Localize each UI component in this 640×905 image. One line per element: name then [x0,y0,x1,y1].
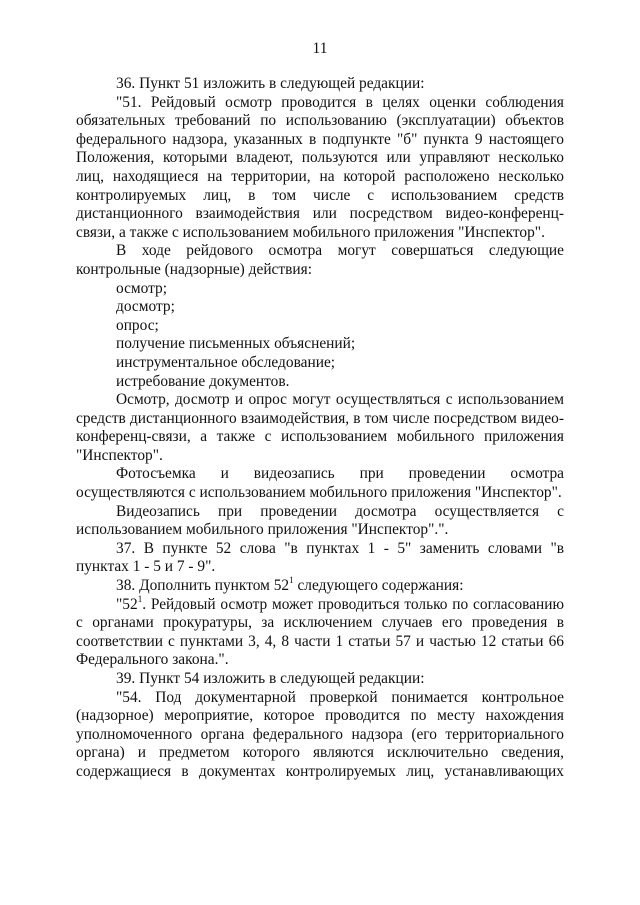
paragraph-item-38 [76,574,564,596]
superscript: 1 [137,593,143,604]
superscript: 1 [289,574,294,585]
paragraph-item-38-tail: следующего содержания: [293,577,464,595]
paragraph-clause-52-1-start: "52 [116,595,138,613]
paragraph-item-39: 39. Пункт 54 изложить в следующей редакции: [116,670,425,687]
list-item: досмотр; [116,298,175,316]
paragraph-clause-52-1-text: . Рейдовый осмотр может проводиться только по согласованию с органами прокуратуры, за исключением случаев его проведения в соответствии с пунктами 3, 4, 8 части 1 статьи 57 и частью 12 статьи 66 Федерального закона.". [76,595,564,669]
paragraph-item-37: 37. В пункте 52 слова "в пунктах 1 - 5" заменить словами "в пунктах 1 - 5 и 7 - 9". [76,539,564,576]
paragraph-clause-54: "54. Под документарной проверкой понимается контрольное (надзорное) мероприятие, которое проводится по месту нахождения уполномоченного органа федерального надзора (его территориального органа) и предметом которого являются исключительно сведения, содержащиеся в документах контролируемых лиц, устанавливающих [76,688,564,780]
paragraph-remote-interaction: Осмотр, досмотр и опрос могут осуществляться с использованием средств дистанционного взаимодействия, в том числе посредством видео-конференц-связи, а также с использованием мобильного приложения "Инспектор". [76,391,564,464]
list-item: осмотр; [116,279,168,297]
list-item: инструментальное обследование; [116,353,336,371]
paragraph-clause-51: "51. Рейдовый осмотр проводится в целях оценки соблюдения обязательных требований по использованию (эксплуатации) объектов федерального надзора, указанных в подпункте "б" пункта 9 настоящего Положения, которыми владеют, пользуются или управляют несколько лиц, находящиеся на территории, на которой расположено несколько контролируемых лиц, в том числе с использованием средств дистанционного взаимодействия или посредством видео-конференц-связи, а также с использованием мобильного приложения "Инспектор". [76,93,564,241]
list-item: опрос; [116,316,159,334]
document-body [76,75,564,782]
paragraph-raid-actions-intro: В ходе рейдового осмотра могут совершаться следующие контрольные (надзорные) действия: [76,242,564,278]
page-number: 11 [312,40,328,57]
paragraph-clause-52-1 [76,593,564,670]
paragraph-video-inspection: Видеозапись при проведении досмотра осуществляется с использованием мобильного приложения "Инспектор".". [76,502,564,539]
paragraph-photo-video: Фотосъемка и видеозапись при проведении осмотра осуществляются с использованием мобильного приложения "Инспектор". [76,465,564,502]
paragraph-item-36: 36. Пункт 51 изложить в следующей редакции: [116,75,425,92]
list-item: получение письменных объяснений; [116,335,356,353]
paragraph-item-38-text: 38. Дополнить пунктом 52 [116,577,290,595]
list-item: истребование документов. [116,372,290,390]
